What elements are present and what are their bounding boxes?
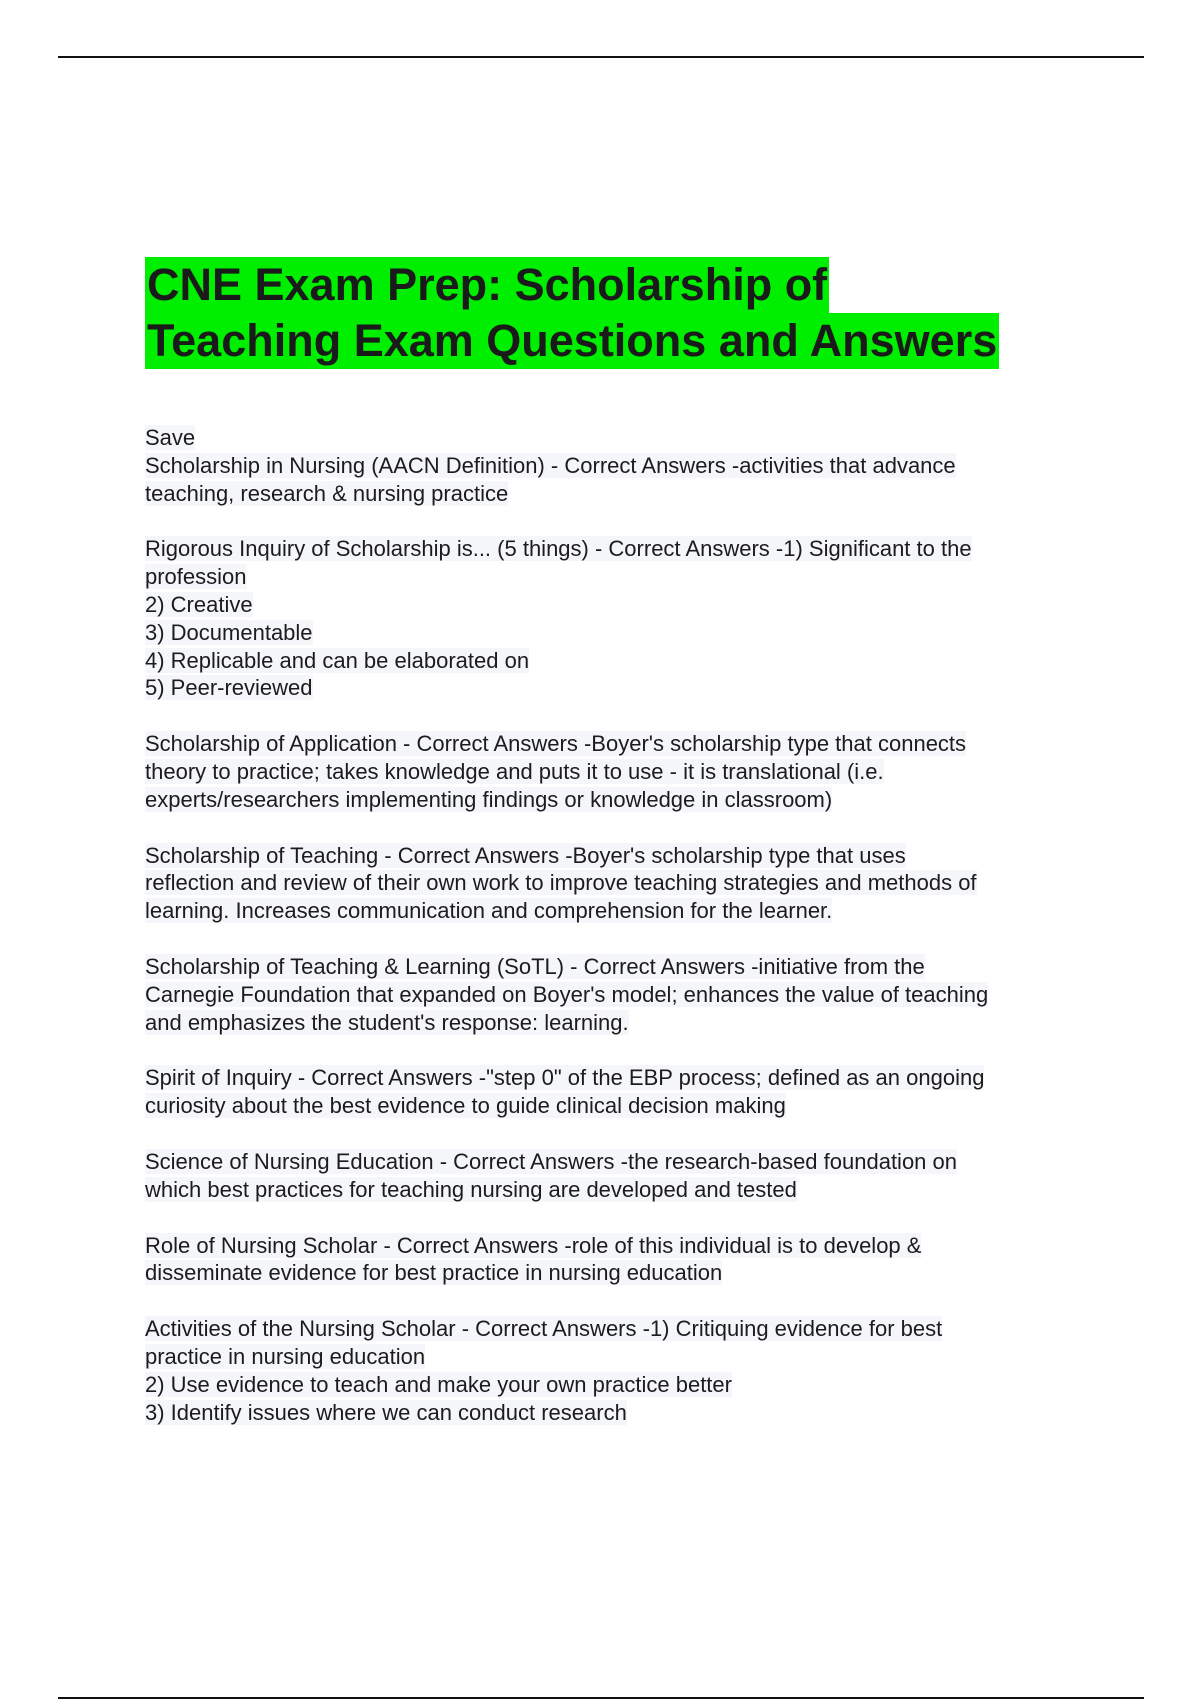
document-body — [145, 424, 1085, 1426]
qa-entry — [145, 452, 1085, 508]
entry-line-text: Spirit of Inquiry - Correct Answers -"step 0" of the EBP process; defined as an ongoing — [145, 1065, 985, 1091]
qa-entries — [145, 452, 1085, 1427]
entry-gap — [145, 1120, 1085, 1148]
entry-line — [145, 1009, 1085, 1037]
bottom-rule — [58, 1697, 1144, 1699]
entry-line — [145, 842, 1085, 870]
entry-line — [145, 1148, 1085, 1176]
entry-line — [145, 647, 1085, 675]
entry-gap — [145, 1287, 1085, 1315]
entry-line — [145, 1399, 1085, 1427]
entry-line-text: curiosity about the best evidence to guide clinical decision making — [145, 1093, 786, 1119]
entry-line-text: which best practices for teaching nursing are developed and tested — [145, 1176, 797, 1202]
document-title — [145, 257, 1155, 369]
qa-entry — [145, 842, 1085, 925]
entry-line-text: Scholarship of Teaching & Learning (SoTL) - Correct Answers -initiative from the — [145, 953, 925, 979]
entry-line-text: Rigorous Inquiry of Scholarship is... (5 things) - Correct Answers -1) Significant to the — [145, 536, 972, 562]
entry-line-text: 2) Creative — [145, 591, 253, 617]
entry-line — [145, 563, 1085, 591]
entry-line — [145, 591, 1085, 619]
entry-gap — [145, 507, 1085, 535]
entry-line-text: Scholarship of Teaching - Correct Answers -Boyer's scholarship type that uses — [145, 842, 906, 868]
entry-line-text: Activities of the Nursing Scholar - Correct Answers -1) Critiquing evidence for best — [145, 1316, 943, 1342]
qa-entry — [145, 1315, 1085, 1426]
entry-line-text: experts/researchers implementing findings or knowledge in classroom) — [145, 786, 833, 812]
entry-line-text: and emphasizes the student's response: learning. — [145, 1009, 629, 1035]
entry-line-text: Scholarship in Nursing (AACN Definition) - Correct Answers -activities that advance — [145, 452, 956, 478]
save-label[interactable]: Save — [145, 425, 196, 450]
entry-line — [145, 869, 1085, 897]
entry-line — [145, 730, 1085, 758]
entry-line-text: 3) Documentable — [145, 619, 313, 645]
entry-line — [145, 535, 1085, 563]
qa-entry — [145, 953, 1085, 1036]
entry-line — [145, 452, 1085, 480]
qa-entry — [145, 535, 1085, 702]
entry-line — [145, 1371, 1085, 1399]
entry-line-text: 4) Replicable and can be elaborated on — [145, 647, 530, 673]
entry-line-text: Science of Nursing Education - Correct Answers -the research-based foundation on — [145, 1148, 957, 1174]
save-label-line — [145, 424, 1085, 452]
entry-line — [145, 897, 1085, 925]
entry-line-text: practice in nursing education — [145, 1343, 426, 1369]
qa-entry — [145, 1148, 1085, 1204]
entry-line — [145, 619, 1085, 647]
title-line: CNE Exam Prep: Scholarship of — [145, 257, 829, 313]
qa-entry — [145, 730, 1085, 813]
entry-gap — [145, 1036, 1085, 1064]
entry-line-text: Role of Nursing Scholar - Correct Answers -role of this individual is to develop & — [145, 1232, 922, 1258]
entry-gap — [145, 1204, 1085, 1232]
entry-line — [145, 1176, 1085, 1204]
entry-gap — [145, 814, 1085, 842]
entry-line-text: Scholarship of Application - Correct Answers -Boyer's scholarship type that connects — [145, 731, 967, 757]
title-line: Teaching Exam Questions and Answers — [145, 313, 999, 369]
entry-line-text: learning. Increases communication and comprehension for the learner. — [145, 898, 833, 924]
entry-line-text: 3) Identify issues where we can conduct research — [145, 1399, 627, 1425]
entry-line — [145, 1064, 1085, 1092]
qa-entry — [145, 1232, 1085, 1288]
top-rule — [58, 56, 1144, 58]
entry-line-text: profession — [145, 564, 247, 590]
entry-line-text: theory to practice; takes knowledge and puts it to use - it is translational (i.e. — [145, 758, 884, 784]
entry-line-text: reflection and review of their own work to improve teaching strategies and methods of — [145, 870, 977, 896]
entry-line-text: teaching, research & nursing practice — [145, 480, 509, 506]
entry-line — [145, 1259, 1085, 1287]
entry-line-text: 5) Peer-reviewed — [145, 675, 313, 701]
qa-entry — [145, 1064, 1085, 1120]
entry-line — [145, 1232, 1085, 1260]
entry-line — [145, 981, 1085, 1009]
entry-line-text: disseminate evidence for best practice in nursing education — [145, 1260, 723, 1286]
entry-line — [145, 1092, 1085, 1120]
entry-line — [145, 758, 1085, 786]
entry-line — [145, 1315, 1085, 1343]
entry-line — [145, 786, 1085, 814]
entry-line-text: 2) Use evidence to teach and make your own practice better — [145, 1371, 732, 1397]
entry-line — [145, 953, 1085, 981]
entry-gap — [145, 702, 1085, 730]
entry-line — [145, 480, 1085, 508]
entry-line-text: Carnegie Foundation that expanded on Boyer's model; enhances the value of teaching — [145, 981, 989, 1007]
entry-line — [145, 674, 1085, 702]
entry-gap — [145, 925, 1085, 953]
entry-line — [145, 1343, 1085, 1371]
